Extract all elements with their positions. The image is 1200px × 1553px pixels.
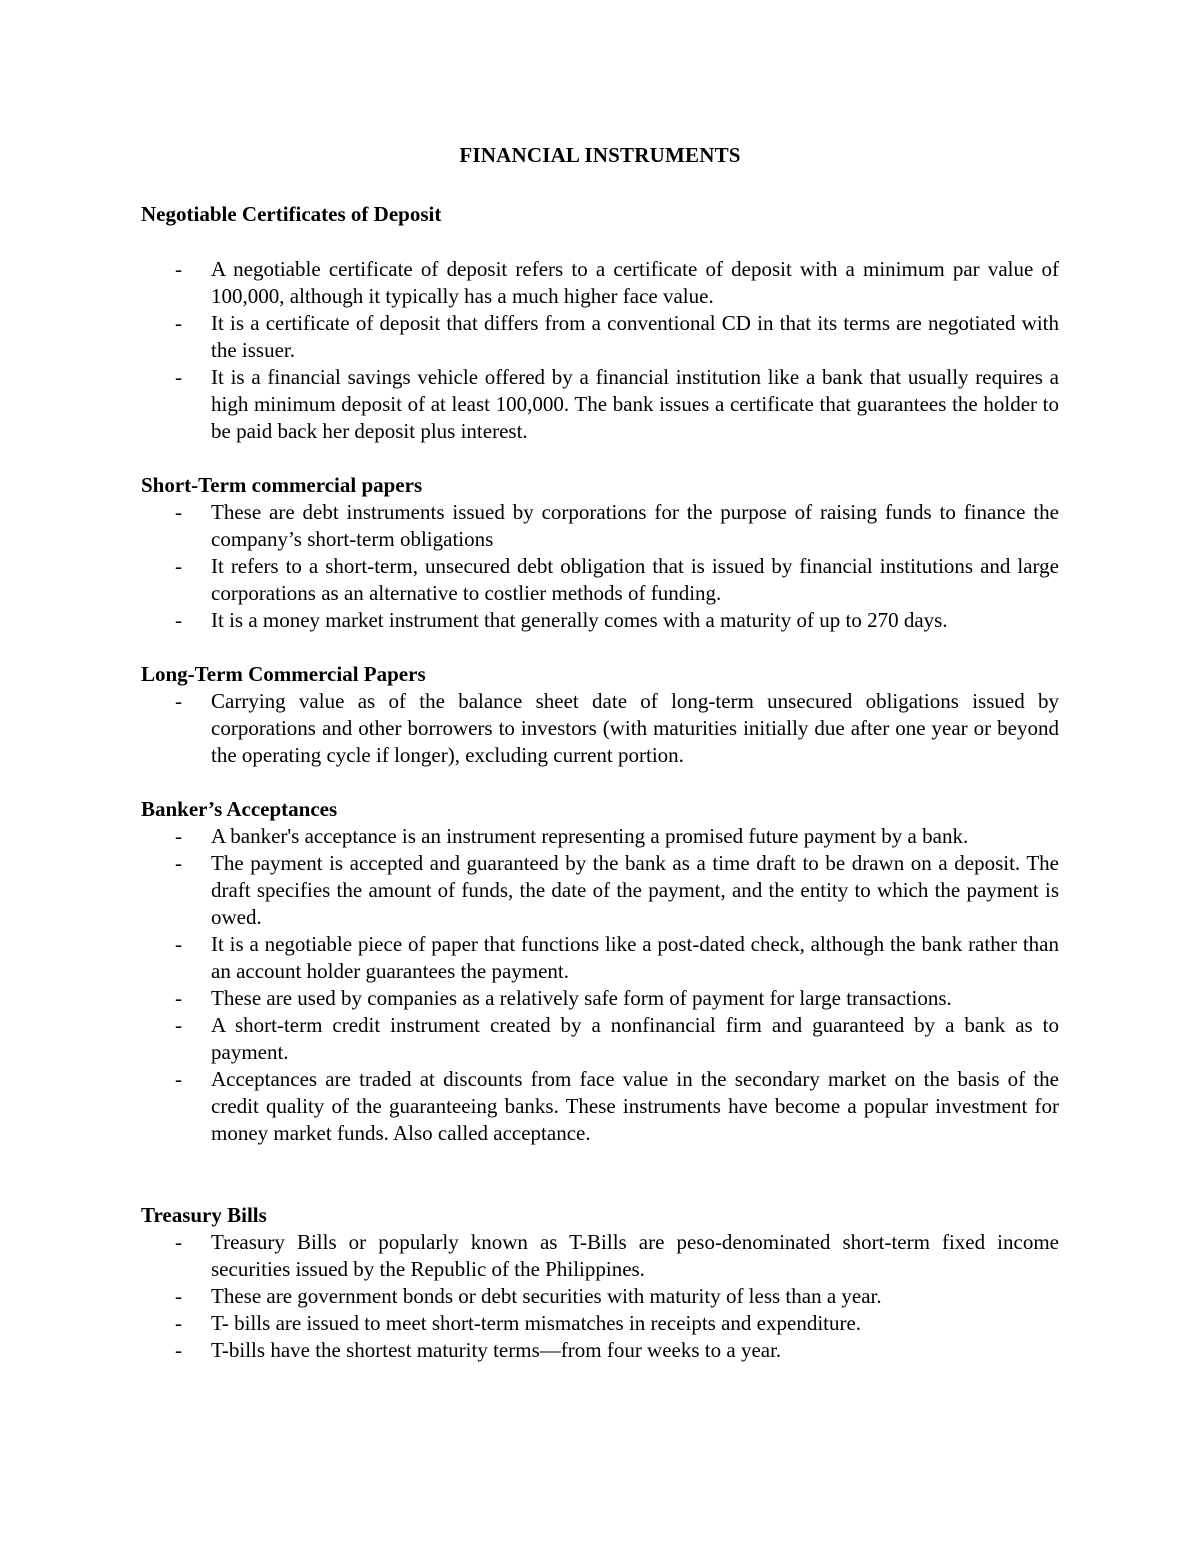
list-item-text: These are government bonds or debt securities with maturity of less than a year. bbox=[211, 1284, 882, 1308]
list-item-text: It is a financial savings vehicle offered by a financial institution like a bank that usually requires a high minimum deposit of at least 100,000. The bank issues a certificate that guarantees the holder to be paid back her deposit plus interest. bbox=[211, 365, 1059, 443]
section-heading: Banker’s Acceptances bbox=[141, 797, 338, 821]
section-long-term-commercial-papers bbox=[141, 661, 1059, 769]
bullet-dash: - bbox=[175, 1338, 182, 1362]
section-short-term-commercial-papers bbox=[141, 472, 1059, 634]
bullet-dash: - bbox=[175, 689, 182, 713]
list-item-text: A banker's acceptance is an instrument representing a promised future payment by a bank. bbox=[211, 824, 969, 848]
section-treasury-bills bbox=[141, 1202, 1059, 1364]
list-item bbox=[141, 1066, 1059, 1147]
list-item bbox=[141, 256, 1059, 310]
bullet-dash: - bbox=[175, 1013, 182, 1037]
list-item bbox=[141, 931, 1059, 985]
bullet-dash: - bbox=[175, 365, 182, 389]
list-item bbox=[141, 310, 1059, 364]
list-item-text: Treasury Bills or popularly known as T-Bills are peso-denominated short-term fixed income securities issued by the Republic of the Philippines. bbox=[211, 1230, 1059, 1281]
list-item bbox=[141, 553, 1059, 607]
bullet-dash: - bbox=[175, 257, 182, 281]
bullet-dash: - bbox=[175, 1284, 182, 1308]
list-item bbox=[141, 364, 1059, 445]
bullet-list bbox=[141, 256, 1059, 445]
bullet-list bbox=[141, 499, 1059, 634]
list-item-text: A short-term credit instrument created by a nonfinancial firm and guaranteed by a bank as to payment. bbox=[211, 1013, 1059, 1064]
list-item-text: The payment is accepted and guaranteed by the bank as a time draft to be drawn on a deposit. The draft specifies the amount of funds, the date of the payment, and the entity to which the payment is owed. bbox=[211, 851, 1059, 929]
page-title: FINANCIAL INSTRUMENTS bbox=[459, 143, 741, 167]
bullet-list bbox=[141, 823, 1059, 1147]
list-item bbox=[141, 1229, 1059, 1283]
list-item-text: Carrying value as of the balance sheet date of long-term unsecured obligations issued by corporations and other borrowers to investors (with maturities initially due after one year or beyond the operating cycle if longer), excluding current portion. bbox=[211, 689, 1059, 767]
list-item bbox=[141, 1337, 1059, 1364]
section-heading: Short-Term commercial papers bbox=[141, 473, 423, 497]
bullet-dash: - bbox=[175, 311, 182, 335]
list-item bbox=[141, 850, 1059, 931]
list-item-text: It is a money market instrument that generally comes with a maturity of up to 270 days. bbox=[211, 608, 948, 632]
list-item bbox=[141, 607, 1059, 634]
list-item-text: T-bills have the shortest maturity terms—from four weeks to a year. bbox=[211, 1338, 782, 1362]
section-heading: Long-Term Commercial Papers bbox=[141, 662, 426, 686]
bullet-dash: - bbox=[175, 608, 182, 632]
bullet-dash: - bbox=[175, 1230, 182, 1254]
list-item bbox=[141, 985, 1059, 1012]
bullet-dash: - bbox=[175, 932, 182, 956]
bullet-list bbox=[141, 1229, 1059, 1364]
list-item bbox=[141, 499, 1059, 553]
bullet-dash: - bbox=[175, 554, 182, 578]
section-negotiable-certificates-of-deposit bbox=[141, 201, 1059, 445]
list-item-text: T- bills are issued to meet short-term mismatches in receipts and expenditure. bbox=[211, 1311, 862, 1335]
list-item-text: These are debt instruments issued by corporations for the purpose of raising funds to finance the company’s short-term obligations bbox=[211, 500, 1059, 551]
list-item bbox=[141, 1283, 1059, 1310]
list-item-text: It is a certificate of deposit that differs from a conventional CD in that its terms are negotiated with the issuer. bbox=[211, 311, 1059, 362]
list-item-text: These are used by companies as a relatively safe form of payment for large transactions. bbox=[211, 986, 952, 1010]
bullet-dash: - bbox=[175, 1311, 182, 1335]
list-item bbox=[141, 1310, 1059, 1337]
list-item-text: It is a negotiable piece of paper that functions like a post-dated check, although the bank rather than an account holder guarantees the payment. bbox=[211, 932, 1059, 983]
list-item-text: It refers to a short-term, unsecured debt obligation that is issued by financial institutions and large corporations as an alternative to costlier methods of funding. bbox=[211, 554, 1059, 605]
bullet-dash: - bbox=[175, 851, 182, 875]
bullet-dash: - bbox=[175, 986, 182, 1010]
list-item bbox=[141, 1012, 1059, 1066]
bullet-dash: - bbox=[175, 500, 182, 524]
list-item-text: A negotiable certificate of deposit refers to a certificate of deposit with a minimum par value of 100,000, although it typically has a much higher face value. bbox=[211, 257, 1059, 308]
bullet-dash: - bbox=[175, 824, 182, 848]
list-item bbox=[141, 688, 1059, 769]
bullet-dash: - bbox=[175, 1067, 182, 1091]
list-item bbox=[141, 823, 1059, 850]
list-item-text: Acceptances are traded at discounts from face value in the secondary market on the basis of the credit quality of the guaranteeing banks. These instruments have become a popular investment for money market funds. Also called acceptance. bbox=[211, 1067, 1059, 1145]
section-heading: Treasury Bills bbox=[141, 1203, 267, 1227]
bullet-list bbox=[141, 688, 1059, 769]
section-bankers-acceptances bbox=[141, 796, 1059, 1147]
section-heading: Negotiable Certificates of Deposit bbox=[141, 202, 442, 226]
